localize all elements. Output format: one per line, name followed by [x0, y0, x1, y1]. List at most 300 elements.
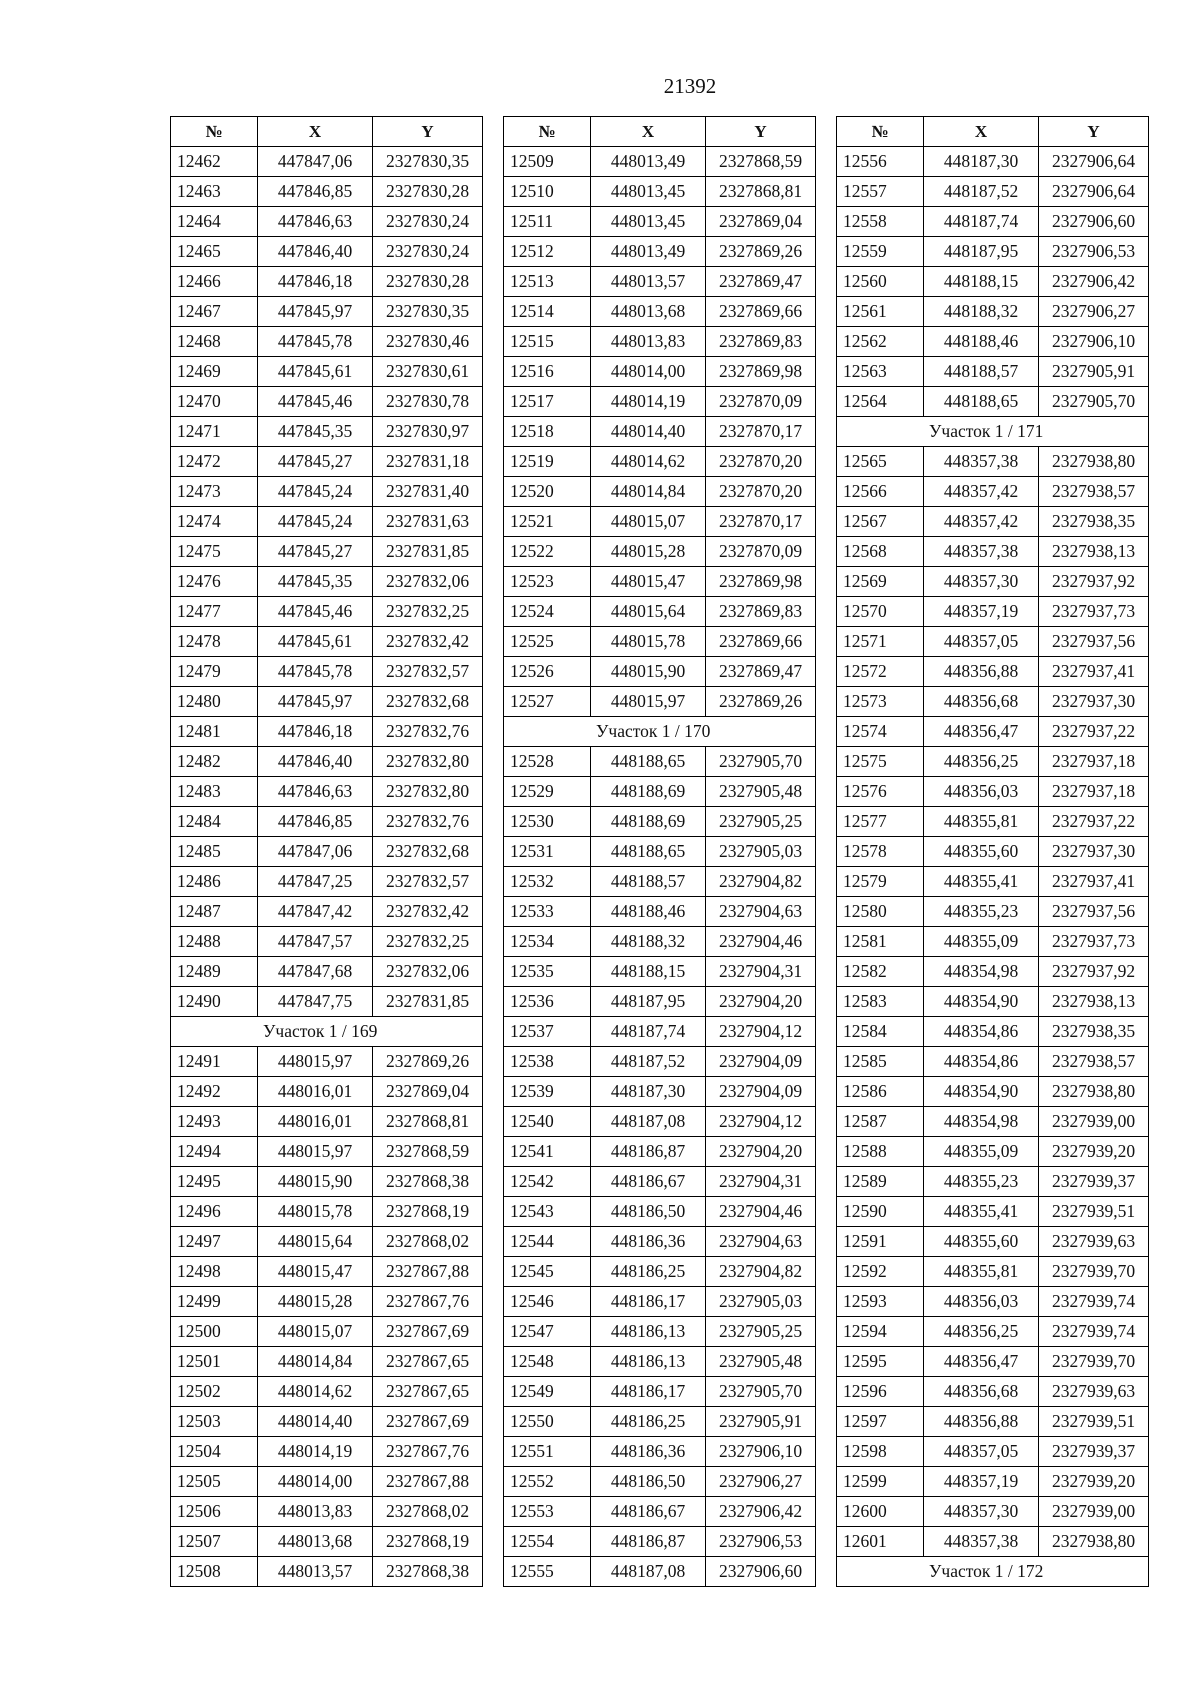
- cell-number: 12476: [171, 567, 258, 597]
- table-row: [171, 1287, 483, 1317]
- cell-y: 2327906,64: [1039, 147, 1149, 177]
- table-row: [171, 597, 483, 627]
- cell-y: 2327939,74: [1039, 1317, 1149, 1347]
- cell-x: 448187,74: [591, 1017, 706, 1047]
- cell-x: 448013,68: [258, 1527, 373, 1557]
- table-row: [504, 387, 816, 417]
- cell-number: 12521: [504, 507, 591, 537]
- cell-y: 2327938,13: [1039, 987, 1149, 1017]
- table-row: [837, 1497, 1149, 1527]
- table-row: [837, 747, 1149, 777]
- cell-y: 2327905,48: [706, 1347, 816, 1377]
- cell-y: 2327870,09: [706, 387, 816, 417]
- cell-y: 2327906,53: [706, 1527, 816, 1557]
- cell-number: 12594: [837, 1317, 924, 1347]
- cell-y: 2327868,38: [373, 1557, 483, 1587]
- cell-y: 2327937,30: [1039, 837, 1149, 867]
- cell-number: 12466: [171, 267, 258, 297]
- cell-number: 12553: [504, 1497, 591, 1527]
- cell-y: 2327937,41: [1039, 657, 1149, 687]
- cell-y: 2327939,20: [1039, 1137, 1149, 1167]
- cell-y: 2327904,20: [706, 987, 816, 1017]
- table-row: [837, 687, 1149, 717]
- cell-x: 448355,09: [924, 927, 1039, 957]
- cell-x: 448013,68: [591, 297, 706, 327]
- cell-x: 448356,68: [924, 687, 1039, 717]
- cell-number: 12570: [837, 597, 924, 627]
- cell-number: 12589: [837, 1167, 924, 1197]
- cell-x: 448354,86: [924, 1047, 1039, 1077]
- table-row: [504, 1047, 816, 1077]
- cell-y: 2327939,70: [1039, 1347, 1149, 1377]
- table-body: [504, 147, 816, 1587]
- table-row: [837, 207, 1149, 237]
- table-row: [837, 537, 1149, 567]
- table-header-row: [171, 117, 483, 147]
- cell-number: 12512: [504, 237, 591, 267]
- cell-x: 447845,24: [258, 507, 373, 537]
- table-row: [504, 1467, 816, 1497]
- cell-number: 12598: [837, 1437, 924, 1467]
- cell-number: 12513: [504, 267, 591, 297]
- cell-y: 2327904,20: [706, 1137, 816, 1167]
- table-row: [171, 1347, 483, 1377]
- table-row: [504, 297, 816, 327]
- cell-number: 12507: [171, 1527, 258, 1557]
- table-row: [171, 1107, 483, 1137]
- column-header-number: №: [837, 117, 924, 147]
- cell-y: 2327904,09: [706, 1077, 816, 1107]
- table-row: [837, 867, 1149, 897]
- cell-y: 2327832,06: [373, 567, 483, 597]
- section-title: Участок 1 / 172: [837, 1557, 1149, 1587]
- cell-number: 12569: [837, 567, 924, 597]
- table-row: [171, 1557, 483, 1587]
- cell-number: 12556: [837, 147, 924, 177]
- cell-x: 448356,25: [924, 1317, 1039, 1347]
- cell-y: 2327905,03: [706, 837, 816, 867]
- cell-y: 2327832,57: [373, 867, 483, 897]
- cell-x: 448357,30: [924, 567, 1039, 597]
- table-row: [171, 507, 483, 537]
- table-row: [171, 147, 483, 177]
- cell-x: 448356,88: [924, 1407, 1039, 1437]
- cell-y: 2327869,26: [706, 687, 816, 717]
- cell-y: 2327869,04: [373, 1077, 483, 1107]
- table-row: [504, 357, 816, 387]
- table-row: [837, 1377, 1149, 1407]
- cell-y: 2327904,31: [706, 957, 816, 987]
- cell-y: 2327832,42: [373, 627, 483, 657]
- cell-x: 448186,36: [591, 1227, 706, 1257]
- cell-x: 448356,47: [924, 1347, 1039, 1377]
- cell-x: 448355,60: [924, 837, 1039, 867]
- cell-y: 2327868,59: [373, 1137, 483, 1167]
- coordinate-table-3: [836, 116, 1149, 1587]
- cell-y: 2327867,65: [373, 1347, 483, 1377]
- cell-x: 448014,00: [591, 357, 706, 387]
- cell-y: 2327905,03: [706, 1287, 816, 1317]
- cell-number: 12554: [504, 1527, 591, 1557]
- cell-number: 12541: [504, 1137, 591, 1167]
- cell-x: 448015,97: [258, 1047, 373, 1077]
- cell-x: 448357,38: [924, 1527, 1039, 1557]
- table-row: [837, 567, 1149, 597]
- cell-number: 12561: [837, 297, 924, 327]
- cell-number: 12578: [837, 837, 924, 867]
- cell-y: 2327904,46: [706, 1197, 816, 1227]
- cell-y: 2327904,63: [706, 1227, 816, 1257]
- table-row: [171, 627, 483, 657]
- cell-x: 448186,67: [591, 1167, 706, 1197]
- table-row: [504, 1137, 816, 1167]
- cell-y: 2327937,56: [1039, 897, 1149, 927]
- cell-x: 448356,03: [924, 777, 1039, 807]
- cell-y: 2327937,22: [1039, 717, 1149, 747]
- cell-y: 2327938,57: [1039, 477, 1149, 507]
- table-row: [171, 387, 483, 417]
- cell-x: 448186,25: [591, 1257, 706, 1287]
- cell-x: 448355,41: [924, 1197, 1039, 1227]
- cell-number: 12550: [504, 1407, 591, 1437]
- cell-y: 2327868,81: [706, 177, 816, 207]
- table-row: [504, 267, 816, 297]
- table-row: [837, 957, 1149, 987]
- cell-x: 448187,95: [924, 237, 1039, 267]
- table-row: [171, 1317, 483, 1347]
- cell-y: 2327830,35: [373, 147, 483, 177]
- cell-x: 448015,64: [591, 597, 706, 627]
- cell-number: 12518: [504, 417, 591, 447]
- cell-number: 12547: [504, 1317, 591, 1347]
- table-row: [504, 237, 816, 267]
- cell-x: 448188,32: [924, 297, 1039, 327]
- cell-y: 2327938,13: [1039, 537, 1149, 567]
- cell-x: 448013,57: [258, 1557, 373, 1587]
- table-row: [171, 1407, 483, 1437]
- table-row: [837, 327, 1149, 357]
- table-row: [171, 1227, 483, 1257]
- cell-number: 12490: [171, 987, 258, 1017]
- cell-number: 12483: [171, 777, 258, 807]
- table-row: [504, 507, 816, 537]
- cell-number: 12464: [171, 207, 258, 237]
- table-row: [504, 927, 816, 957]
- cell-x: 448014,40: [258, 1407, 373, 1437]
- cell-number: 12591: [837, 1227, 924, 1257]
- cell-number: 12563: [837, 357, 924, 387]
- cell-y: 2327870,09: [706, 537, 816, 567]
- cell-y: 2327830,78: [373, 387, 483, 417]
- cell-number: 12583: [837, 987, 924, 1017]
- cell-number: 12491: [171, 1047, 258, 1077]
- cell-y: 2327937,56: [1039, 627, 1149, 657]
- cell-number: 12469: [171, 357, 258, 387]
- cell-x: 448015,28: [258, 1287, 373, 1317]
- cell-number: 12508: [171, 1557, 258, 1587]
- cell-x: 447845,35: [258, 567, 373, 597]
- table-row: [171, 1467, 483, 1497]
- table-row: [171, 177, 483, 207]
- table-row: [171, 957, 483, 987]
- cell-x: 448188,69: [591, 807, 706, 837]
- cell-y: 2327939,00: [1039, 1107, 1149, 1137]
- cell-number: 12587: [837, 1107, 924, 1137]
- cell-y: 2327830,61: [373, 357, 483, 387]
- cell-x: 448013,49: [591, 237, 706, 267]
- cell-x: 448188,65: [924, 387, 1039, 417]
- table-row: [171, 1077, 483, 1107]
- cell-y: 2327938,80: [1039, 1527, 1149, 1557]
- cell-number: 12582: [837, 957, 924, 987]
- cell-y: 2327906,60: [1039, 207, 1149, 237]
- cell-number: 12515: [504, 327, 591, 357]
- cell-y: 2327906,10: [706, 1437, 816, 1467]
- cell-x: 448187,95: [591, 987, 706, 1017]
- table-row: [837, 147, 1149, 177]
- table-row: [504, 987, 816, 1017]
- cell-x: 448187,52: [591, 1047, 706, 1077]
- cell-x: 448356,68: [924, 1377, 1039, 1407]
- cell-x: 448013,49: [591, 147, 706, 177]
- cell-y: 2327831,63: [373, 507, 483, 537]
- cell-x: 448015,28: [591, 537, 706, 567]
- table-row: [171, 237, 483, 267]
- cell-x: 448356,88: [924, 657, 1039, 687]
- cell-x: 448188,69: [591, 777, 706, 807]
- cell-x: 448186,36: [591, 1437, 706, 1467]
- cell-y: 2327831,40: [373, 477, 483, 507]
- cell-y: 2327832,42: [373, 897, 483, 927]
- cell-x: 448015,97: [591, 687, 706, 717]
- table-row: [837, 297, 1149, 327]
- cell-x: 447846,18: [258, 717, 373, 747]
- cell-x: 448186,50: [591, 1467, 706, 1497]
- cell-x: 447847,57: [258, 927, 373, 957]
- cell-x: 448354,90: [924, 1077, 1039, 1107]
- cell-y: 2327938,35: [1039, 1017, 1149, 1047]
- cell-y: 2327870,20: [706, 477, 816, 507]
- table-row: [171, 477, 483, 507]
- cell-number: 12584: [837, 1017, 924, 1047]
- cell-number: 12533: [504, 897, 591, 927]
- table-row: [171, 777, 483, 807]
- cell-y: 2327938,80: [1039, 447, 1149, 477]
- cell-x: 448187,08: [591, 1557, 706, 1587]
- table-row: [504, 1407, 816, 1437]
- table-row: [837, 1257, 1149, 1287]
- cell-number: 12530: [504, 807, 591, 837]
- cell-number: 12526: [504, 657, 591, 687]
- cell-y: 2327868,81: [373, 1107, 483, 1137]
- cell-x: 448187,30: [924, 147, 1039, 177]
- table-row: [171, 1437, 483, 1467]
- table-row: [837, 927, 1149, 957]
- cell-x: 448187,74: [924, 207, 1039, 237]
- table-row: [171, 987, 483, 1017]
- cell-number: 12502: [171, 1377, 258, 1407]
- cell-x: 447845,35: [258, 417, 373, 447]
- table-row: [171, 687, 483, 717]
- table-row: [504, 687, 816, 717]
- cell-number: 12601: [837, 1527, 924, 1557]
- table-row: [837, 597, 1149, 627]
- table-row: [171, 717, 483, 747]
- table-row: [171, 1167, 483, 1197]
- table-row: [837, 1227, 1149, 1257]
- cell-number: 12474: [171, 507, 258, 537]
- cell-number: 12480: [171, 687, 258, 717]
- cell-number: 12520: [504, 477, 591, 507]
- cell-x: 447847,25: [258, 867, 373, 897]
- cell-x: 448357,19: [924, 597, 1039, 627]
- cell-number: 12564: [837, 387, 924, 417]
- cell-y: 2327869,47: [706, 267, 816, 297]
- cell-number: 12481: [171, 717, 258, 747]
- table-row: [837, 477, 1149, 507]
- table-row: [504, 1167, 816, 1197]
- cell-x: 447845,46: [258, 387, 373, 417]
- table-row: [837, 1077, 1149, 1107]
- cell-number: 12600: [837, 1497, 924, 1527]
- table-row: [504, 147, 816, 177]
- cell-y: 2327870,17: [706, 417, 816, 447]
- cell-number: 12493: [171, 1107, 258, 1137]
- cell-number: 12586: [837, 1077, 924, 1107]
- cell-number: 12546: [504, 1287, 591, 1317]
- cell-x: 448187,30: [591, 1077, 706, 1107]
- cell-number: 12548: [504, 1347, 591, 1377]
- cell-number: 12557: [837, 177, 924, 207]
- cell-x: 448188,15: [591, 957, 706, 987]
- cell-number: 12566: [837, 477, 924, 507]
- cell-y: 2327831,85: [373, 987, 483, 1017]
- section-row: [837, 1557, 1149, 1587]
- cell-x: 448355,41: [924, 867, 1039, 897]
- cell-number: 12592: [837, 1257, 924, 1287]
- section-row: [504, 717, 816, 747]
- table-row: [171, 297, 483, 327]
- cell-number: 12585: [837, 1047, 924, 1077]
- cell-number: 12597: [837, 1407, 924, 1437]
- cell-number: 12519: [504, 447, 591, 477]
- page-number: 21392: [663, 74, 717, 98]
- cell-x: 448356,47: [924, 717, 1039, 747]
- cell-x: 448356,03: [924, 1287, 1039, 1317]
- cell-number: 12478: [171, 627, 258, 657]
- cell-number: 12517: [504, 387, 591, 417]
- table-row: [837, 717, 1149, 747]
- cell-y: 2327869,26: [706, 237, 816, 267]
- column-header-y: Y: [706, 117, 816, 147]
- cell-x: 448015,90: [258, 1167, 373, 1197]
- cell-number: 12536: [504, 987, 591, 1017]
- cell-y: 2327904,82: [706, 1257, 816, 1287]
- cell-x: 447845,97: [258, 687, 373, 717]
- table-row: [837, 1167, 1149, 1197]
- cell-number: 12516: [504, 357, 591, 387]
- table-row: [504, 597, 816, 627]
- cell-y: 2327832,80: [373, 777, 483, 807]
- cell-y: 2327939,74: [1039, 1287, 1149, 1317]
- table-row: [504, 1377, 816, 1407]
- cell-y: 2327867,88: [373, 1257, 483, 1287]
- cell-x: 448354,98: [924, 1107, 1039, 1137]
- cell-number: 12504: [171, 1437, 258, 1467]
- table-row: [504, 207, 816, 237]
- cell-number: 12560: [837, 267, 924, 297]
- cell-number: 12486: [171, 867, 258, 897]
- cell-x: 448013,83: [258, 1497, 373, 1527]
- cell-x: 448354,98: [924, 957, 1039, 987]
- cell-number: 12499: [171, 1287, 258, 1317]
- cell-number: 12511: [504, 207, 591, 237]
- cell-y: 2327830,28: [373, 177, 483, 207]
- table-row: [171, 1257, 483, 1287]
- cell-x: 447846,85: [258, 807, 373, 837]
- cell-y: 2327939,51: [1039, 1197, 1149, 1227]
- cell-x: 447845,61: [258, 627, 373, 657]
- cell-y: 2327937,73: [1039, 927, 1149, 957]
- table-row: [171, 837, 483, 867]
- table-row: [171, 267, 483, 297]
- cell-number: 12495: [171, 1167, 258, 1197]
- cell-number: 12467: [171, 297, 258, 327]
- cell-number: 12514: [504, 297, 591, 327]
- cell-x: 448014,19: [258, 1437, 373, 1467]
- cell-y: 2327830,97: [373, 417, 483, 447]
- cell-x: 448013,45: [591, 207, 706, 237]
- cell-number: 12477: [171, 597, 258, 627]
- cell-number: 12525: [504, 627, 591, 657]
- cell-x: 448015,64: [258, 1227, 373, 1257]
- cell-x: 448187,52: [924, 177, 1039, 207]
- cell-y: 2327939,37: [1039, 1437, 1149, 1467]
- cell-number: 12473: [171, 477, 258, 507]
- section-title: Участок 1 / 170: [504, 717, 816, 747]
- cell-number: 12528: [504, 747, 591, 777]
- table-row: [504, 1437, 816, 1467]
- table-row: [504, 867, 816, 897]
- table-row: [837, 1347, 1149, 1377]
- cell-number: 12571: [837, 627, 924, 657]
- cell-x: 447845,78: [258, 657, 373, 687]
- table-row: [837, 1047, 1149, 1077]
- table-row: [171, 1527, 483, 1557]
- table-row: [837, 807, 1149, 837]
- column-header-x: X: [924, 117, 1039, 147]
- table-row: [837, 1197, 1149, 1227]
- cell-x: 448354,86: [924, 1017, 1039, 1047]
- cell-number: 12574: [837, 717, 924, 747]
- cell-x: 448014,62: [591, 447, 706, 477]
- table-row: [837, 1407, 1149, 1437]
- cell-x: 448186,87: [591, 1137, 706, 1167]
- cell-y: 2327869,98: [706, 567, 816, 597]
- cell-x: 448357,38: [924, 447, 1039, 477]
- cell-y: 2327939,63: [1039, 1377, 1149, 1407]
- cell-y: 2327867,65: [373, 1377, 483, 1407]
- table-row: [837, 267, 1149, 297]
- cell-number: 12484: [171, 807, 258, 837]
- cell-number: 12576: [837, 777, 924, 807]
- cell-y: 2327870,20: [706, 447, 816, 477]
- cell-y: 2327904,82: [706, 867, 816, 897]
- cell-number: 12579: [837, 867, 924, 897]
- cell-y: 2327906,27: [1039, 297, 1149, 327]
- cell-x: 448186,17: [591, 1287, 706, 1317]
- cell-x: 448357,05: [924, 627, 1039, 657]
